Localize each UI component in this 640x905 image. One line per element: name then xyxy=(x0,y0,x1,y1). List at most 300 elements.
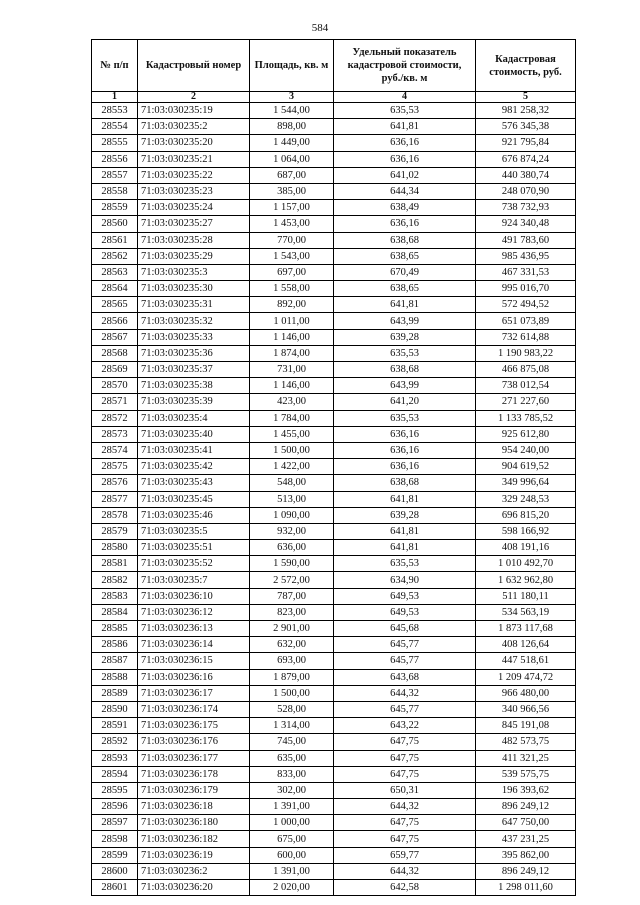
table-row xyxy=(92,750,576,766)
cell-area: 823,00 xyxy=(250,604,334,620)
cell-cadastral-value: 1 632 962,80 xyxy=(476,572,576,588)
cell-area: 932,00 xyxy=(250,523,334,539)
cell-cadastral-number: 71:03:030236:14 xyxy=(138,637,250,653)
cell-row-number: 28560 xyxy=(92,216,138,232)
cell-row-number: 28575 xyxy=(92,459,138,475)
cell-specific-value: 643,22 xyxy=(334,718,476,734)
cell-cadastral-value: 696 815,20 xyxy=(476,507,576,523)
cell-area: 1 146,00 xyxy=(250,378,334,394)
cell-cadastral-number: 71:03:030235:31 xyxy=(138,297,250,313)
cell-cadastral-value: 1 298 011,60 xyxy=(476,880,576,896)
cell-cadastral-number: 71:03:030236:176 xyxy=(138,734,250,750)
cell-cadastral-value: 440 380,74 xyxy=(476,167,576,183)
cell-cadastral-value: 896 249,12 xyxy=(476,799,576,815)
cell-row-number: 28561 xyxy=(92,232,138,248)
cadastral-value-table xyxy=(91,39,576,896)
cell-specific-value: 649,53 xyxy=(334,604,476,620)
cell-cadastral-number: 71:03:030235:43 xyxy=(138,475,250,491)
cell-row-number: 28584 xyxy=(92,604,138,620)
cell-specific-value: 645,68 xyxy=(334,621,476,637)
cell-cadastral-number: 71:03:030235:33 xyxy=(138,329,250,345)
cell-specific-value: 645,77 xyxy=(334,701,476,717)
cell-row-number: 28598 xyxy=(92,831,138,847)
cell-row-number: 28576 xyxy=(92,475,138,491)
table-row xyxy=(92,329,576,345)
cell-specific-value: 647,75 xyxy=(334,766,476,782)
cell-area: 1 157,00 xyxy=(250,200,334,216)
cell-cadastral-number: 71:03:030236:182 xyxy=(138,831,250,847)
cell-row-number: 28559 xyxy=(92,200,138,216)
cell-cadastral-value: 467 331,53 xyxy=(476,264,576,280)
table-row xyxy=(92,766,576,782)
cell-cadastral-number: 71:03:030235:52 xyxy=(138,556,250,572)
cell-cadastral-value: 511 180,11 xyxy=(476,588,576,604)
cell-row-number: 28558 xyxy=(92,183,138,199)
cell-row-number: 28579 xyxy=(92,523,138,539)
cell-cadastral-number: 71:03:030235:37 xyxy=(138,362,250,378)
cell-row-number: 28569 xyxy=(92,362,138,378)
cell-area: 1 064,00 xyxy=(250,151,334,167)
table-row xyxy=(92,880,576,896)
cell-area: 1 590,00 xyxy=(250,556,334,572)
cell-cadastral-value: 576 345,38 xyxy=(476,119,576,135)
cell-cadastral-value: 676 874,24 xyxy=(476,151,576,167)
cell-cadastral-number: 71:03:030235:23 xyxy=(138,183,250,199)
cell-specific-value: 641,81 xyxy=(334,119,476,135)
cell-area: 1 784,00 xyxy=(250,410,334,426)
cell-row-number: 28570 xyxy=(92,378,138,394)
column-number: 4 xyxy=(334,92,476,103)
cell-specific-value: 641,81 xyxy=(334,540,476,556)
cell-specific-value: 647,75 xyxy=(334,750,476,766)
table-row xyxy=(92,718,576,734)
cell-area: 687,00 xyxy=(250,167,334,183)
cell-row-number: 28581 xyxy=(92,556,138,572)
cell-specific-value: 639,28 xyxy=(334,507,476,523)
cell-row-number: 28587 xyxy=(92,653,138,669)
cell-cadastral-value: 995 016,70 xyxy=(476,281,576,297)
cell-area: 1 544,00 xyxy=(250,103,334,119)
table-row xyxy=(92,701,576,717)
cell-row-number: 28594 xyxy=(92,766,138,782)
table-row xyxy=(92,345,576,361)
cell-row-number: 28568 xyxy=(92,345,138,361)
cell-cadastral-value: 966 480,00 xyxy=(476,685,576,701)
cell-specific-value: 635,53 xyxy=(334,556,476,572)
cell-area: 1 558,00 xyxy=(250,281,334,297)
cell-row-number: 28590 xyxy=(92,701,138,717)
cell-specific-value: 644,32 xyxy=(334,685,476,701)
cell-cadastral-number: 71:03:030236:19 xyxy=(138,847,250,863)
cell-cadastral-number: 71:03:030235:36 xyxy=(138,345,250,361)
cell-cadastral-value: 437 231,25 xyxy=(476,831,576,847)
cell-cadastral-value: 981 258,32 xyxy=(476,103,576,119)
cell-row-number: 28567 xyxy=(92,329,138,345)
cell-cadastral-value: 248 070,90 xyxy=(476,183,576,199)
cell-cadastral-number: 71:03:030236:178 xyxy=(138,766,250,782)
cell-specific-value: 641,81 xyxy=(334,491,476,507)
cell-cadastral-number: 71:03:030236:179 xyxy=(138,782,250,798)
cell-cadastral-value: 921 795,84 xyxy=(476,135,576,151)
table-row xyxy=(92,103,576,119)
page-number: 584 xyxy=(311,22,329,34)
table-row xyxy=(92,621,576,637)
cell-cadastral-number: 71:03:030236:20 xyxy=(138,880,250,896)
table-row xyxy=(92,442,576,458)
cell-cadastral-value: 411 321,25 xyxy=(476,750,576,766)
cell-row-number: 28597 xyxy=(92,815,138,831)
cell-specific-value: 641,81 xyxy=(334,523,476,539)
cell-specific-value: 641,81 xyxy=(334,297,476,313)
column-number: 1 xyxy=(92,92,138,103)
cell-area: 636,00 xyxy=(250,540,334,556)
cell-area: 513,00 xyxy=(250,491,334,507)
table-row xyxy=(92,297,576,313)
cell-cadastral-value: 954 240,00 xyxy=(476,442,576,458)
cell-row-number: 28571 xyxy=(92,394,138,410)
cell-area: 1 449,00 xyxy=(250,135,334,151)
cell-cadastral-number: 71:03:030235:2 xyxy=(138,119,250,135)
cell-area: 2 901,00 xyxy=(250,621,334,637)
cell-cadastral-number: 71:03:030235:39 xyxy=(138,394,250,410)
cell-area: 1 543,00 xyxy=(250,248,334,264)
cell-specific-value: 647,75 xyxy=(334,831,476,847)
table-row xyxy=(92,119,576,135)
table-row xyxy=(92,523,576,539)
table-row xyxy=(92,167,576,183)
table-row xyxy=(92,847,576,863)
cell-specific-value: 641,20 xyxy=(334,394,476,410)
cell-area: 898,00 xyxy=(250,119,334,135)
cell-row-number: 28572 xyxy=(92,410,138,426)
table-row xyxy=(92,799,576,815)
cell-area: 1 500,00 xyxy=(250,442,334,458)
table-row xyxy=(92,394,576,410)
cell-specific-value: 645,77 xyxy=(334,637,476,653)
table-row xyxy=(92,248,576,264)
cell-specific-value: 644,32 xyxy=(334,799,476,815)
cell-cadastral-value: 534 563,19 xyxy=(476,604,576,620)
table-row xyxy=(92,556,576,572)
cell-cadastral-value: 1 010 492,70 xyxy=(476,556,576,572)
cell-cadastral-value: 924 340,48 xyxy=(476,216,576,232)
cell-cadastral-number: 71:03:030235:4 xyxy=(138,410,250,426)
table-row xyxy=(92,491,576,507)
cell-specific-value: 641,02 xyxy=(334,167,476,183)
cell-area: 770,00 xyxy=(250,232,334,248)
cell-specific-value: 635,53 xyxy=(334,410,476,426)
cell-cadastral-value: 349 996,64 xyxy=(476,475,576,491)
cell-area: 1 391,00 xyxy=(250,863,334,879)
cell-area: 2 020,00 xyxy=(250,880,334,896)
table-row xyxy=(92,475,576,491)
table-row xyxy=(92,685,576,701)
cell-cadastral-number: 71:03:030235:46 xyxy=(138,507,250,523)
cell-cadastral-value: 482 573,75 xyxy=(476,734,576,750)
table-row xyxy=(92,232,576,248)
cell-row-number: 28577 xyxy=(92,491,138,507)
cell-specific-value: 638,68 xyxy=(334,232,476,248)
header-specific-value: Удельный показатель кадастровой стоимости, руб./кв. м xyxy=(334,40,476,92)
cell-specific-value: 643,99 xyxy=(334,378,476,394)
cell-cadastral-value: 738 732,93 xyxy=(476,200,576,216)
cell-cadastral-number: 71:03:030235:3 xyxy=(138,264,250,280)
table-row xyxy=(92,653,576,669)
cell-cadastral-number: 71:03:030235:19 xyxy=(138,103,250,119)
table-row xyxy=(92,313,576,329)
cell-row-number: 28582 xyxy=(92,572,138,588)
cell-cadastral-value: 408 126,64 xyxy=(476,637,576,653)
cell-area: 423,00 xyxy=(250,394,334,410)
table-row xyxy=(92,216,576,232)
column-number: 2 xyxy=(138,92,250,103)
cell-specific-value: 659,77 xyxy=(334,847,476,863)
cell-cadastral-number: 71:03:030235:24 xyxy=(138,200,250,216)
cell-specific-value: 650,31 xyxy=(334,782,476,798)
cell-specific-value: 647,75 xyxy=(334,734,476,750)
cell-specific-value: 638,68 xyxy=(334,362,476,378)
cell-specific-value: 636,16 xyxy=(334,151,476,167)
cell-area: 600,00 xyxy=(250,847,334,863)
cell-cadastral-value: 491 783,60 xyxy=(476,232,576,248)
cell-row-number: 28574 xyxy=(92,442,138,458)
table-row xyxy=(92,540,576,556)
table-row xyxy=(92,782,576,798)
cell-area: 1 000,00 xyxy=(250,815,334,831)
cell-cadastral-number: 71:03:030235:30 xyxy=(138,281,250,297)
cell-row-number: 28588 xyxy=(92,669,138,685)
table-row xyxy=(92,378,576,394)
cell-cadastral-value: 904 619,52 xyxy=(476,459,576,475)
cell-row-number: 28599 xyxy=(92,847,138,863)
cell-cadastral-number: 71:03:030235:45 xyxy=(138,491,250,507)
cell-row-number: 28555 xyxy=(92,135,138,151)
table-row xyxy=(92,362,576,378)
cell-specific-value: 642,58 xyxy=(334,880,476,896)
cell-cadastral-number: 71:03:030235:32 xyxy=(138,313,250,329)
cell-row-number: 28566 xyxy=(92,313,138,329)
cell-cadastral-value: 1 190 983,22 xyxy=(476,345,576,361)
cell-cadastral-number: 71:03:030235:20 xyxy=(138,135,250,151)
cell-row-number: 28593 xyxy=(92,750,138,766)
table-body xyxy=(92,103,576,896)
cell-row-number: 28554 xyxy=(92,119,138,135)
cell-area: 745,00 xyxy=(250,734,334,750)
cell-cadastral-value: 598 166,92 xyxy=(476,523,576,539)
cell-cadastral-number: 71:03:030236:177 xyxy=(138,750,250,766)
cell-row-number: 28592 xyxy=(92,734,138,750)
table-row xyxy=(92,734,576,750)
table-row xyxy=(92,507,576,523)
cell-area: 1 879,00 xyxy=(250,669,334,685)
cell-cadastral-value: 466 875,08 xyxy=(476,362,576,378)
table-header-row xyxy=(92,40,576,92)
cell-specific-value: 634,90 xyxy=(334,572,476,588)
column-number: 5 xyxy=(476,92,576,103)
header-area: Площадь, кв. м xyxy=(250,40,334,92)
cell-row-number: 28600 xyxy=(92,863,138,879)
cell-specific-value: 643,68 xyxy=(334,669,476,685)
cell-cadastral-number: 71:03:030235:51 xyxy=(138,540,250,556)
table-row xyxy=(92,588,576,604)
cell-row-number: 28565 xyxy=(92,297,138,313)
cell-cadastral-value: 1 209 474,72 xyxy=(476,669,576,685)
cell-cadastral-value: 647 750,00 xyxy=(476,815,576,831)
cell-specific-value: 636,16 xyxy=(334,216,476,232)
cell-cadastral-number: 71:03:030235:29 xyxy=(138,248,250,264)
cell-cadastral-value: 340 966,56 xyxy=(476,701,576,717)
cell-cadastral-number: 71:03:030236:180 xyxy=(138,815,250,831)
cell-specific-value: 649,53 xyxy=(334,588,476,604)
cell-row-number: 28553 xyxy=(92,103,138,119)
cell-cadastral-number: 71:03:030235:38 xyxy=(138,378,250,394)
cell-row-number: 28573 xyxy=(92,426,138,442)
table-row xyxy=(92,410,576,426)
cell-specific-value: 635,53 xyxy=(334,103,476,119)
cell-row-number: 28596 xyxy=(92,799,138,815)
table-row xyxy=(92,200,576,216)
cell-row-number: 28589 xyxy=(92,685,138,701)
header-cadastral-number: Кадастровый номер xyxy=(138,40,250,92)
cell-cadastral-value: 539 575,75 xyxy=(476,766,576,782)
column-number-row xyxy=(92,92,576,103)
cell-area: 731,00 xyxy=(250,362,334,378)
cell-specific-value: 670,49 xyxy=(334,264,476,280)
cell-cadastral-number: 71:03:030235:7 xyxy=(138,572,250,588)
cell-cadastral-value: 896 249,12 xyxy=(476,863,576,879)
cell-specific-value: 638,68 xyxy=(334,475,476,491)
cell-cadastral-value: 651 073,89 xyxy=(476,313,576,329)
cell-row-number: 28578 xyxy=(92,507,138,523)
table-row xyxy=(92,831,576,847)
table-row xyxy=(92,426,576,442)
cell-cadastral-number: 71:03:030235:40 xyxy=(138,426,250,442)
cell-row-number: 28564 xyxy=(92,281,138,297)
cell-cadastral-value: 271 227,60 xyxy=(476,394,576,410)
cell-row-number: 28580 xyxy=(92,540,138,556)
cell-area: 635,00 xyxy=(250,750,334,766)
table-row xyxy=(92,459,576,475)
table-row xyxy=(92,637,576,653)
table-row xyxy=(92,264,576,280)
table-row xyxy=(92,863,576,879)
cell-specific-value: 638,65 xyxy=(334,248,476,264)
cell-cadastral-value: 572 494,52 xyxy=(476,297,576,313)
cell-area: 2 572,00 xyxy=(250,572,334,588)
cell-cadastral-number: 71:03:030235:21 xyxy=(138,151,250,167)
cell-cadastral-value: 447 518,61 xyxy=(476,653,576,669)
cell-area: 1 314,00 xyxy=(250,718,334,734)
cell-cadastral-value: 395 862,00 xyxy=(476,847,576,863)
cell-cadastral-number: 71:03:030235:42 xyxy=(138,459,250,475)
cell-cadastral-number: 71:03:030235:27 xyxy=(138,216,250,232)
cell-area: 1 455,00 xyxy=(250,426,334,442)
cell-cadastral-value: 985 436,95 xyxy=(476,248,576,264)
cell-specific-value: 636,16 xyxy=(334,459,476,475)
cell-specific-value: 638,49 xyxy=(334,200,476,216)
cell-specific-value: 639,28 xyxy=(334,329,476,345)
cell-area: 693,00 xyxy=(250,653,334,669)
header-row-number: № п/п xyxy=(92,40,138,92)
cell-area: 1 090,00 xyxy=(250,507,334,523)
cell-cadastral-value: 1 133 785,52 xyxy=(476,410,576,426)
cell-cadastral-value: 329 248,53 xyxy=(476,491,576,507)
cell-cadastral-number: 71:03:030235:5 xyxy=(138,523,250,539)
cell-area: 787,00 xyxy=(250,588,334,604)
cell-specific-value: 643,99 xyxy=(334,313,476,329)
table-row xyxy=(92,281,576,297)
cell-cadastral-value: 732 614,88 xyxy=(476,329,576,345)
cell-row-number: 28562 xyxy=(92,248,138,264)
cell-specific-value: 645,77 xyxy=(334,653,476,669)
cell-specific-value: 644,32 xyxy=(334,863,476,879)
cell-cadastral-value: 738 012,54 xyxy=(476,378,576,394)
cell-cadastral-number: 71:03:030236:174 xyxy=(138,701,250,717)
cell-row-number: 28557 xyxy=(92,167,138,183)
cell-area: 1 453,00 xyxy=(250,216,334,232)
cell-cadastral-number: 71:03:030235:41 xyxy=(138,442,250,458)
cell-area: 892,00 xyxy=(250,297,334,313)
cell-cadastral-number: 71:03:030236:18 xyxy=(138,799,250,815)
cell-area: 1 500,00 xyxy=(250,685,334,701)
cell-area: 675,00 xyxy=(250,831,334,847)
cell-row-number: 28585 xyxy=(92,621,138,637)
cell-cadastral-value: 408 191,16 xyxy=(476,540,576,556)
table-row xyxy=(92,151,576,167)
cell-cadastral-value: 925 612,80 xyxy=(476,426,576,442)
cell-row-number: 28591 xyxy=(92,718,138,734)
cell-specific-value: 647,75 xyxy=(334,815,476,831)
table-row xyxy=(92,183,576,199)
cell-area: 302,00 xyxy=(250,782,334,798)
cell-cadastral-number: 71:03:030236:175 xyxy=(138,718,250,734)
cell-area: 1 011,00 xyxy=(250,313,334,329)
cell-specific-value: 644,34 xyxy=(334,183,476,199)
cell-cadastral-number: 71:03:030236:10 xyxy=(138,588,250,604)
cell-cadastral-value: 845 191,08 xyxy=(476,718,576,734)
table-row xyxy=(92,135,576,151)
cell-area: 385,00 xyxy=(250,183,334,199)
cell-cadastral-number: 71:03:030236:15 xyxy=(138,653,250,669)
table-row xyxy=(92,669,576,685)
header-cadastral-value: Кадастровая стоимость, руб. xyxy=(476,40,576,92)
cell-row-number: 28601 xyxy=(92,880,138,896)
cell-area: 1 146,00 xyxy=(250,329,334,345)
cell-row-number: 28563 xyxy=(92,264,138,280)
cell-cadastral-number: 71:03:030235:22 xyxy=(138,167,250,183)
cell-cadastral-number: 71:03:030235:28 xyxy=(138,232,250,248)
cell-area: 833,00 xyxy=(250,766,334,782)
cell-area: 528,00 xyxy=(250,701,334,717)
table-row xyxy=(92,815,576,831)
cell-cadastral-value: 1 873 117,68 xyxy=(476,621,576,637)
cell-specific-value: 638,65 xyxy=(334,281,476,297)
cell-specific-value: 636,16 xyxy=(334,135,476,151)
column-number: 3 xyxy=(250,92,334,103)
cell-cadastral-number: 71:03:030236:16 xyxy=(138,669,250,685)
cell-area: 632,00 xyxy=(250,637,334,653)
cell-area: 1 422,00 xyxy=(250,459,334,475)
cell-specific-value: 635,53 xyxy=(334,345,476,361)
cell-cadastral-value: 196 393,62 xyxy=(476,782,576,798)
cell-area: 697,00 xyxy=(250,264,334,280)
cell-row-number: 28586 xyxy=(92,637,138,653)
cell-cadastral-number: 71:03:030236:13 xyxy=(138,621,250,637)
cell-row-number: 28556 xyxy=(92,151,138,167)
cell-specific-value: 636,16 xyxy=(334,426,476,442)
cell-cadastral-number: 71:03:030236:17 xyxy=(138,685,250,701)
cell-area: 1 391,00 xyxy=(250,799,334,815)
